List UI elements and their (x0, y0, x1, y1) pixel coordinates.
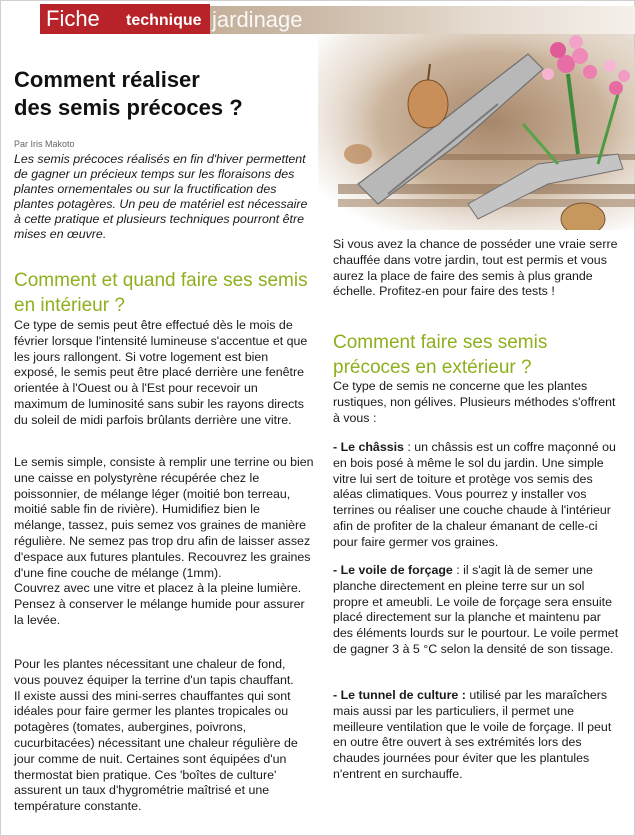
banner-word-technique: technique (126, 12, 202, 29)
section-heading-exterieur: Comment faire ses semis précoces en extérieur ? (333, 332, 548, 378)
article-intro: Les semis précoces réalisés en fin d'hiver permettent de gagner un précieux temps sur les floraisons des plantes ornementales ou sur la fructification des plantes potagères. Un peu de matériel est nécessaire à cette pratique et plusieurs techniques pourront être mises en œuvre. (14, 152, 308, 241)
author-byline: Par Iris Makoto (14, 139, 75, 149)
serre-paragraph: Si vous avez la chance de posséder une vraie serre chauffée dans votre jardin, tout est permis et vous aurez la place de faire des semis à plus grande échelle. Profitez-en pour faire des tests ! (333, 237, 618, 299)
banner-word-fiche: Fiche (46, 6, 100, 31)
method-chassis-label: - Le châssis (333, 440, 404, 454)
method-tunnel (333, 688, 623, 783)
method-tunnel-text: utilisé par les maraîchers mais aussi par les particuliers, il permet une meilleure ventilation que le voile de forçage. Il peut en outre être ouvert à ses extrémités lors des chaudes journées pour éviter que les plantules n'entrent en surchauffe. (333, 688, 612, 781)
interieur-paragraph-1: Ce type de semis peut être effectué dès le mois de février lorsque l'intensité lumineuse s'accentue et que les jours rallongent. Si votre logement est bien exposé, le semis peut être placé derrière une fenêtre orientée à l'Ouest ou à l'Est pour recevoir un maximum de luminosité sans subir les rayons directs du soleil de midi parfois brûlants derrière une vitre. (14, 318, 308, 427)
article-title-line2: des semis précoces ? (14, 95, 243, 120)
method-voile (333, 563, 623, 658)
interieur-paragraph-3: Pour les plantes nécessitant une chaleur de fond, vous pouvez équiper la terrine d'un tapis chauffant. Il existe aussi des mini-serres chauffantes qui sont idéales pour faire germer les plantes tropicales ou potagères (tomates, aubergines, poivrons, cucurbitacées) nécessitant une chaleur régulière de jour comme de nuit. Certaines sont équipées d'un thermostat bien pratique. Ces 'boîtes de culture' assurent un taux d'hygrométrie maîtrisé et une température constante. (14, 657, 298, 814)
section-heading-interieur: Comment et quand faire ses semis en intérieur ? (14, 270, 308, 316)
method-chassis-text: : un châssis est un coffre maçonné ou en bois posé à même le sol du jardin. Une simple vitre lui sert de toiture et protège vos semis des aléas climatiques. Vous pourrez y installer vos terrines ou réaliser une couche chaude à l'intérieur afin de profiter de la chaleur émanant de celle-ci pour faire germer vos graines. (333, 440, 616, 549)
method-tunnel-label: - Le tunnel de culture : (333, 688, 466, 702)
interieur-paragraph-2: Le semis simple, consiste à remplir une terrine ou bien une caisse en polystyrène récupérée chez le poissonnier, de mélange léger (moitié bon terreau, moitié sable fin de rivière). Humidifiez bien le mélange, tassez, puis semez vos graines de manière régulière. Ne semez pas trop dru afin de laisser assez d'espace aux futures plantules. Recouvrez les graines d'une fine couche de mélange (1mm). Couvrez avec une vitre et placez à la pleine lumière. Pensez à conserver le mélange humide pour assurer la levée. (14, 455, 314, 627)
banner-word-jardinage: jardinage (212, 7, 303, 32)
exterieur-intro: Ce type de semis ne concerne que les plantes rustiques, non gélives. Plusieurs méthodes s'offrent à vous : (333, 379, 616, 425)
garden-tools-photo (318, 34, 635, 230)
method-voile-label: - Le voile de forçage (333, 563, 453, 577)
method-voile-text: : il s'agit là de semer une planche directement en pleine terre sur un sol propre et ameubli. Le voile de forçage sera ensuite placé directement sur la planche et maintenu par des éléments lourds sur le pourtour. Le voile permet de gagner 3 à 5 °C selon la densité de son tissage. (333, 563, 619, 656)
method-chassis (333, 440, 623, 551)
article-title-line1: Comment réaliser (14, 67, 200, 92)
article-title (14, 66, 314, 122)
